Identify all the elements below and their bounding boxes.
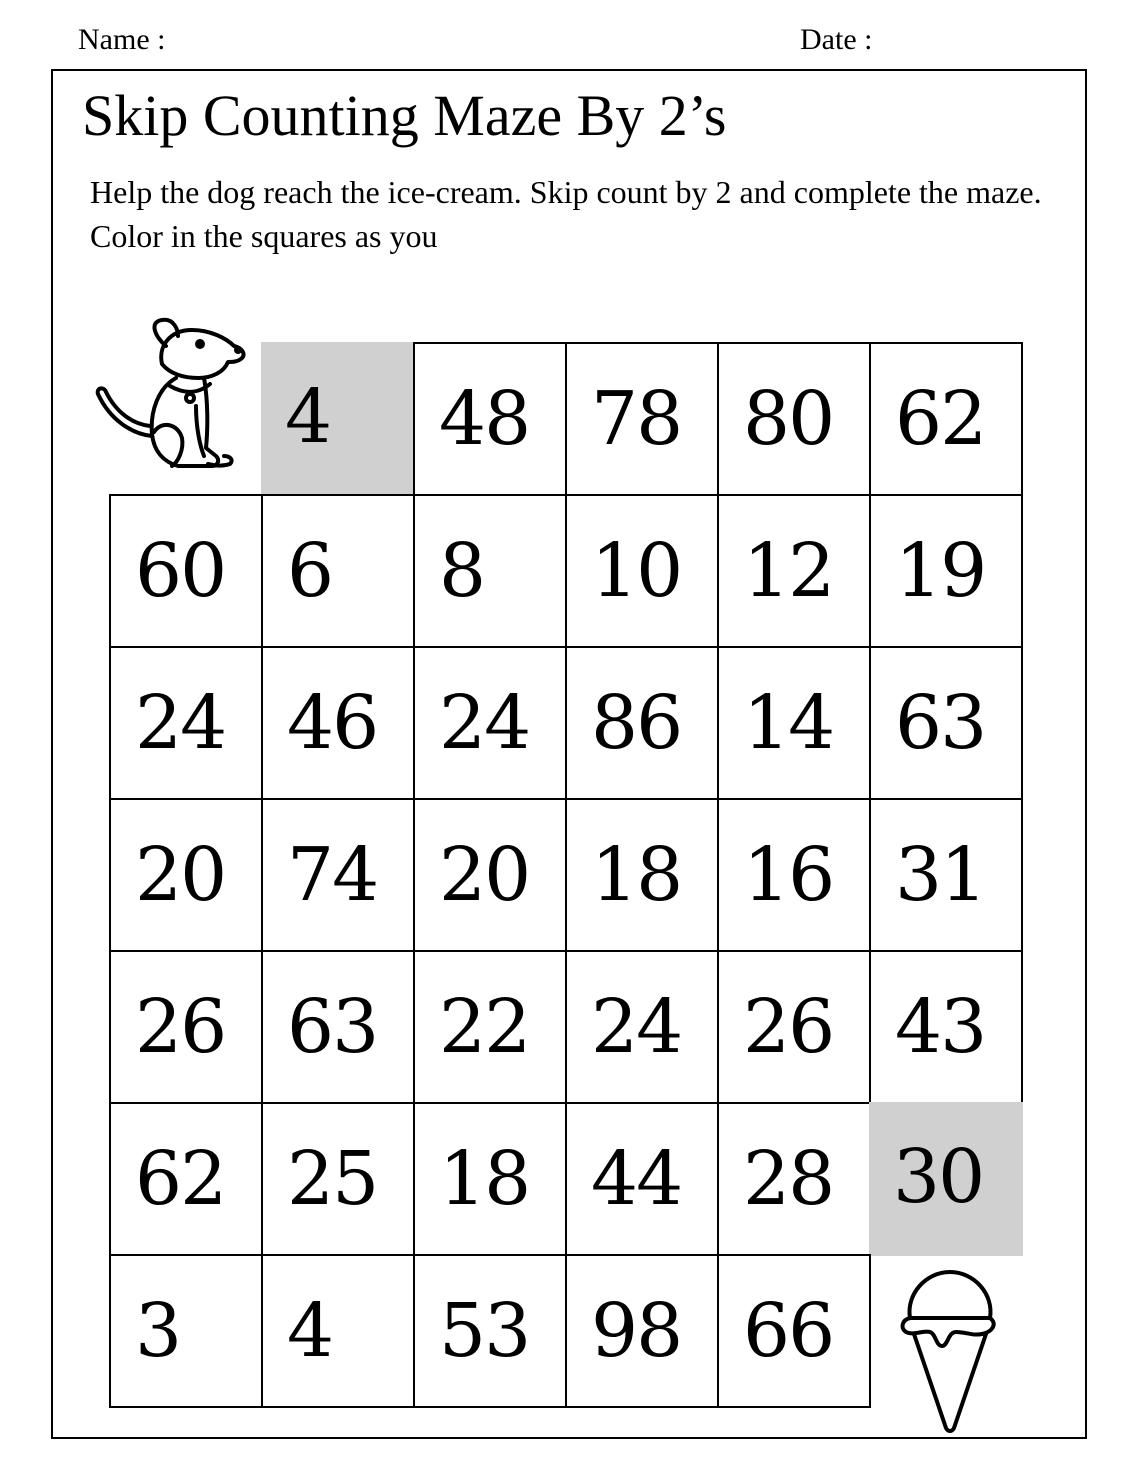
maze-cell-r1-c3[interactable] xyxy=(413,342,567,496)
maze-cell-number: 12 xyxy=(743,528,834,614)
maze-cell-number: 62 xyxy=(135,1136,226,1222)
maze-cell-number: 66 xyxy=(743,1288,834,1374)
maze-cell-r3-c4[interactable] xyxy=(565,646,719,800)
maze-cell-r4-c4[interactable] xyxy=(565,798,719,952)
maze-cell-number: 22 xyxy=(439,984,530,1070)
maze-cell-r3-c5[interactable] xyxy=(717,646,871,800)
maze-cell-r4-c6[interactable] xyxy=(869,798,1023,952)
maze-cell-number: 18 xyxy=(591,832,682,918)
maze-cell-r6-c5[interactable] xyxy=(717,1102,871,1256)
maze-cell-number: 16 xyxy=(743,832,834,918)
maze-cell-r4-c1[interactable] xyxy=(109,798,263,952)
maze-cell-number: 19 xyxy=(895,528,986,614)
maze-cell-r6-c1[interactable] xyxy=(109,1102,263,1256)
maze-cell-number: 74 xyxy=(287,832,378,918)
maze-cell-r3-c3[interactable] xyxy=(413,646,567,800)
maze-cell-number: 28 xyxy=(743,1136,834,1222)
maze-cell-number: 86 xyxy=(591,680,682,766)
maze-cell-number: 24 xyxy=(591,984,682,1070)
maze-cell-number: 20 xyxy=(135,832,226,918)
maze-cell-r3-c1[interactable] xyxy=(109,646,263,800)
maze-cell-number: 14 xyxy=(743,680,834,766)
maze-cell-number: 80 xyxy=(743,376,834,462)
maze-cell-number: 78 xyxy=(591,376,682,462)
maze-cell-r2-c6[interactable] xyxy=(869,494,1023,648)
maze-cell-number: 18 xyxy=(439,1136,530,1222)
maze-cell-r2-c1[interactable] xyxy=(109,494,263,648)
maze-cell-number: 53 xyxy=(439,1288,530,1374)
maze-cell-number: 31 xyxy=(895,832,986,918)
maze-cell-number: 10 xyxy=(591,528,682,614)
maze-cell-number: 26 xyxy=(743,984,834,1070)
dog-icon xyxy=(92,316,252,476)
maze-cell-number: 8 xyxy=(439,528,485,614)
maze-cell-number: 43 xyxy=(895,984,986,1070)
maze-cell-r1-c2[interactable] xyxy=(261,342,415,496)
maze-cell-r3-c2[interactable] xyxy=(261,646,415,800)
maze-cell-number: 98 xyxy=(591,1288,682,1374)
maze-cell-r5-c6[interactable] xyxy=(869,950,1023,1104)
maze-cell-number: 24 xyxy=(439,680,530,766)
maze-cell-number: 63 xyxy=(287,984,378,1070)
maze-cell-number: 4 xyxy=(287,1288,333,1374)
maze-cell-number: 62 xyxy=(895,376,986,462)
maze-cell-number: 26 xyxy=(135,984,226,1070)
maze-cell-r7-c4[interactable] xyxy=(565,1254,719,1408)
maze-cell-number: 25 xyxy=(287,1136,378,1222)
maze-cell-r6-c2[interactable] xyxy=(261,1102,415,1256)
maze-cell-r7-c5[interactable] xyxy=(717,1254,871,1408)
maze-cell-r6-c6[interactable] xyxy=(869,1102,1023,1256)
maze-cell-r4-c3[interactable] xyxy=(413,798,567,952)
maze-cell-r7-c2[interactable] xyxy=(261,1254,415,1408)
maze-cell-r5-c3[interactable] xyxy=(413,950,567,1104)
ice-cream-icon xyxy=(896,1268,1004,1434)
maze-cell-r1-c5[interactable] xyxy=(717,342,871,496)
maze-cell-r2-c4[interactable] xyxy=(565,494,719,648)
maze-cell-number: 63 xyxy=(895,680,986,766)
maze-cell-number: 30 xyxy=(893,1134,984,1220)
maze-cell-r5-c4[interactable] xyxy=(565,950,719,1104)
maze-cell-r4-c5[interactable] xyxy=(717,798,871,952)
maze-cell-r4-c2[interactable] xyxy=(261,798,415,952)
maze-cell-r7-c3[interactable] xyxy=(413,1254,567,1408)
instructions: Help the dog reach the ice-cream. Skip count by 2 and complete the maze. Color in the squares as you xyxy=(90,174,1042,254)
maze-cell-number: 4 xyxy=(285,374,331,460)
maze-cell-number: 20 xyxy=(439,832,530,918)
maze-cell-number: 3 xyxy=(135,1288,181,1374)
maze-cell-number: 60 xyxy=(135,528,226,614)
maze-cell-r5-c1[interactable] xyxy=(109,950,263,1104)
maze-cell-r5-c2[interactable] xyxy=(261,950,415,1104)
maze-cell-r6-c4[interactable] xyxy=(565,1102,719,1256)
maze-cell-r7-c1[interactable] xyxy=(109,1254,263,1408)
maze-cell-number: 24 xyxy=(135,680,226,766)
maze-cell-number: 46 xyxy=(287,680,378,766)
date-label: Date : xyxy=(800,23,873,56)
maze-cell-r3-c6[interactable] xyxy=(869,646,1023,800)
maze-cell-r1-c4[interactable] xyxy=(565,342,719,496)
maze-cell-number: 44 xyxy=(591,1136,682,1222)
maze-cell-r2-c5[interactable] xyxy=(717,494,871,648)
maze-cell-number: 6 xyxy=(287,528,333,614)
maze-cell-r1-c6[interactable] xyxy=(869,342,1023,496)
maze-cell-r6-c3[interactable] xyxy=(413,1102,567,1256)
maze-cell-r2-c3[interactable] xyxy=(413,494,567,648)
maze-cell-r2-c2[interactable] xyxy=(261,494,415,648)
maze-cell-number: 48 xyxy=(439,376,530,462)
name-label: Name : xyxy=(78,23,166,56)
maze-cell-r5-c5[interactable] xyxy=(717,950,871,1104)
page-title: Skip Counting Maze By 2’s xyxy=(82,83,727,148)
